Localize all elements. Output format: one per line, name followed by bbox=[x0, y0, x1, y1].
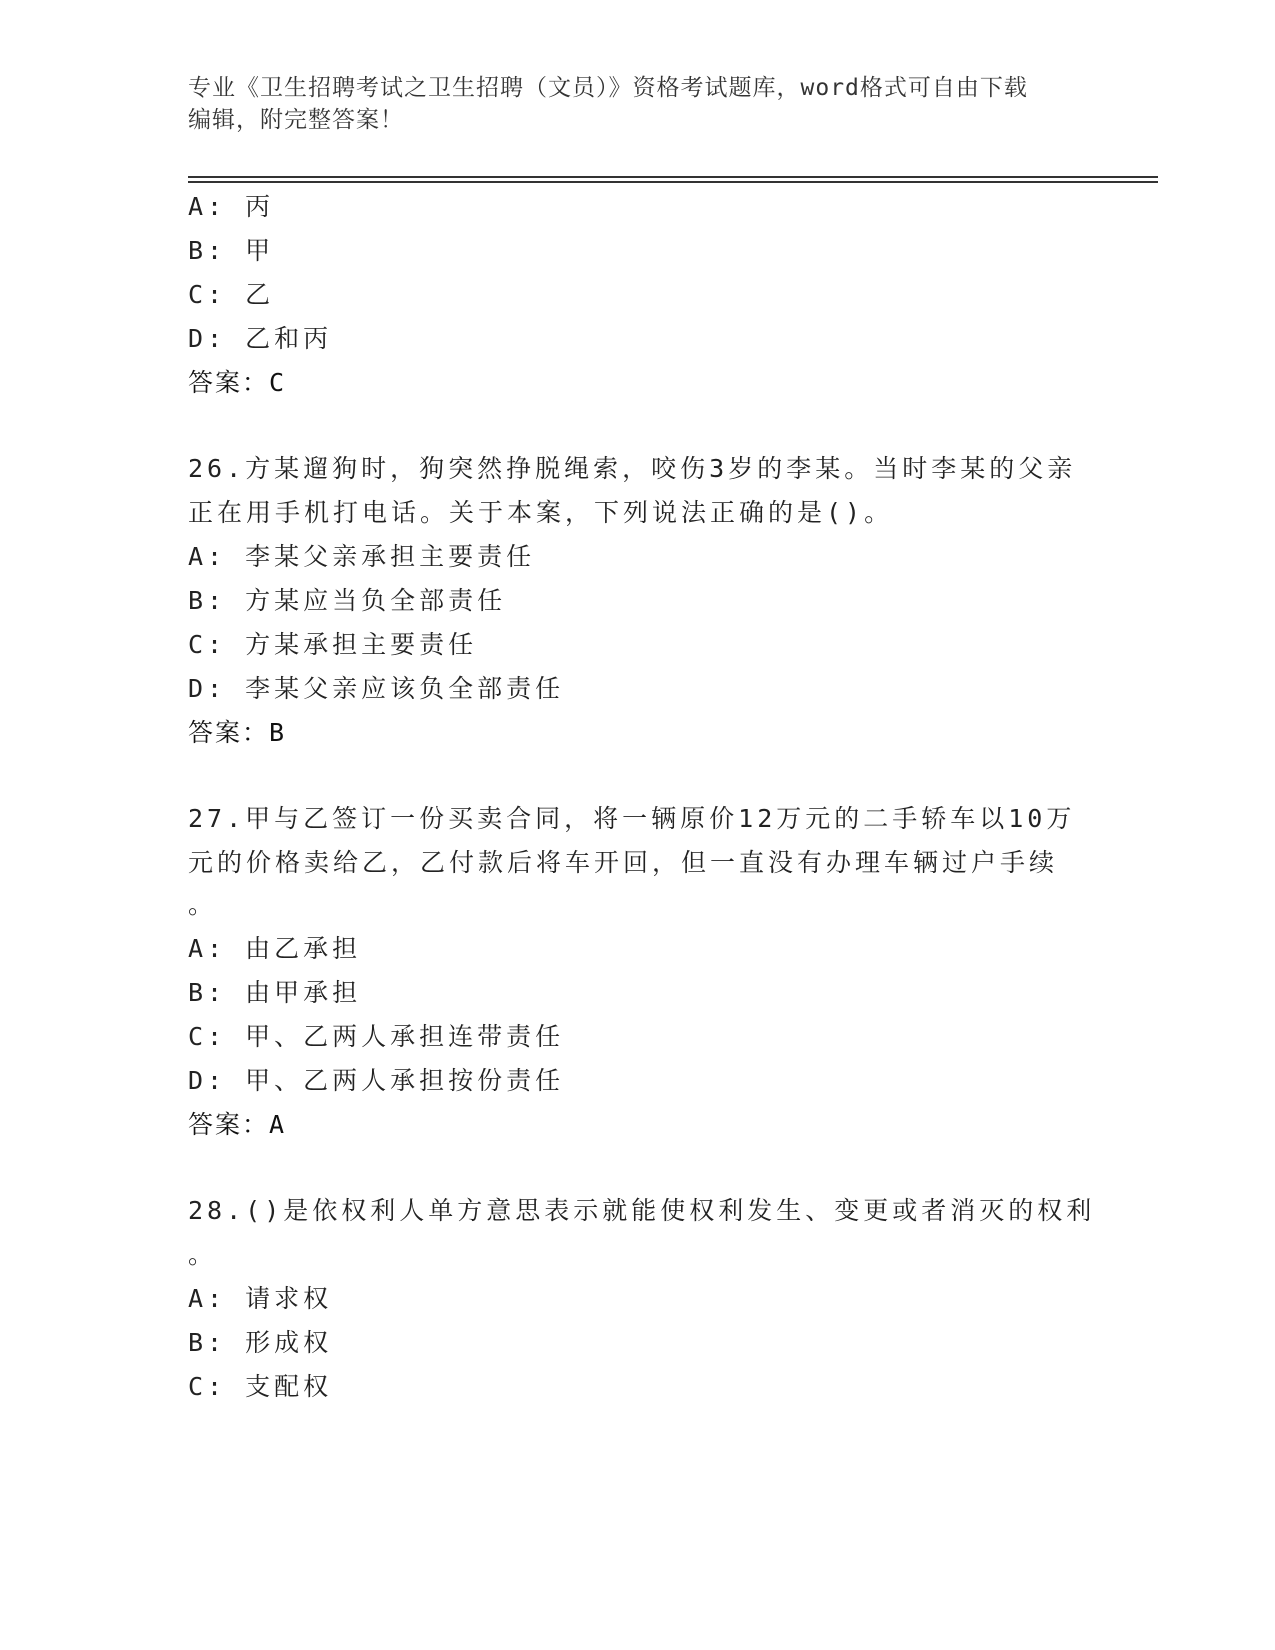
q26-stem-line-2: 正在用手机打电话。关于本案，下列说法正确的是()。 bbox=[188, 498, 894, 527]
q27-stem-line-3: 。 bbox=[188, 890, 218, 919]
q27-option-b: B: 由甲承担 bbox=[188, 978, 362, 1007]
q25-option-c: C: 乙 bbox=[188, 280, 275, 309]
document-header bbox=[188, 72, 1078, 136]
q27-stem-line-1: 27.甲与乙签订一份买卖合同，将一辆原价12万元的二手轿车以10万 bbox=[188, 804, 1076, 833]
q28-option-a: A: 请求权 bbox=[188, 1284, 333, 1313]
q26-option-d: D: 李某父亲应该负全部责任 bbox=[188, 674, 565, 703]
header-double-rule bbox=[188, 176, 1158, 184]
q25-option-a: A: 丙 bbox=[188, 192, 275, 221]
header-line-2: 编辑，附完整答案！ bbox=[188, 107, 404, 133]
q28-option-c: C: 支配权 bbox=[188, 1372, 333, 1401]
q26-option-c: C: 方某承担主要责任 bbox=[188, 630, 478, 659]
q26-stem-line-1: 26.方某遛狗时，狗突然挣脱绳索，咬伤3岁的李某。当时李某的父亲 bbox=[188, 454, 1077, 483]
q25-option-b: B: 甲 bbox=[188, 236, 275, 265]
q27-option-a: A: 由乙承担 bbox=[188, 934, 362, 963]
q27-option-d: D: 甲、乙两人承担按份责任 bbox=[188, 1066, 565, 1095]
header-line-1: 专业《卫生招聘考试之卫生招聘（文员）》资格考试题库，word格式可自由下载 bbox=[188, 75, 1028, 101]
q27-answer: 答案：A bbox=[188, 1110, 287, 1139]
header-rule-bottom bbox=[188, 181, 1158, 183]
q26-option-b: B: 方某应当负全部责任 bbox=[188, 586, 507, 615]
q27-stem-line-2: 元的价格卖给乙，乙付款后将车开回，但一直没有办理车辆过户手续 bbox=[188, 848, 1059, 877]
q28-option-b: B: 形成权 bbox=[188, 1328, 333, 1357]
q28-stem-line-1: 28.()是依权利人单方意思表示就能使权利发生、变更或者消灭的权利 bbox=[188, 1196, 1096, 1225]
q25-answer: 答案：C bbox=[188, 368, 287, 397]
header-rule-top bbox=[188, 176, 1158, 178]
q25-option-d: D: 乙和丙 bbox=[188, 324, 333, 353]
q28-stem-line-2: 。 bbox=[188, 1240, 218, 1269]
q26-option-a: A: 李某父亲承担主要责任 bbox=[188, 542, 536, 571]
q26-answer: 答案：B bbox=[188, 718, 287, 747]
q27-option-c: C: 甲、乙两人承担连带责任 bbox=[188, 1022, 565, 1051]
